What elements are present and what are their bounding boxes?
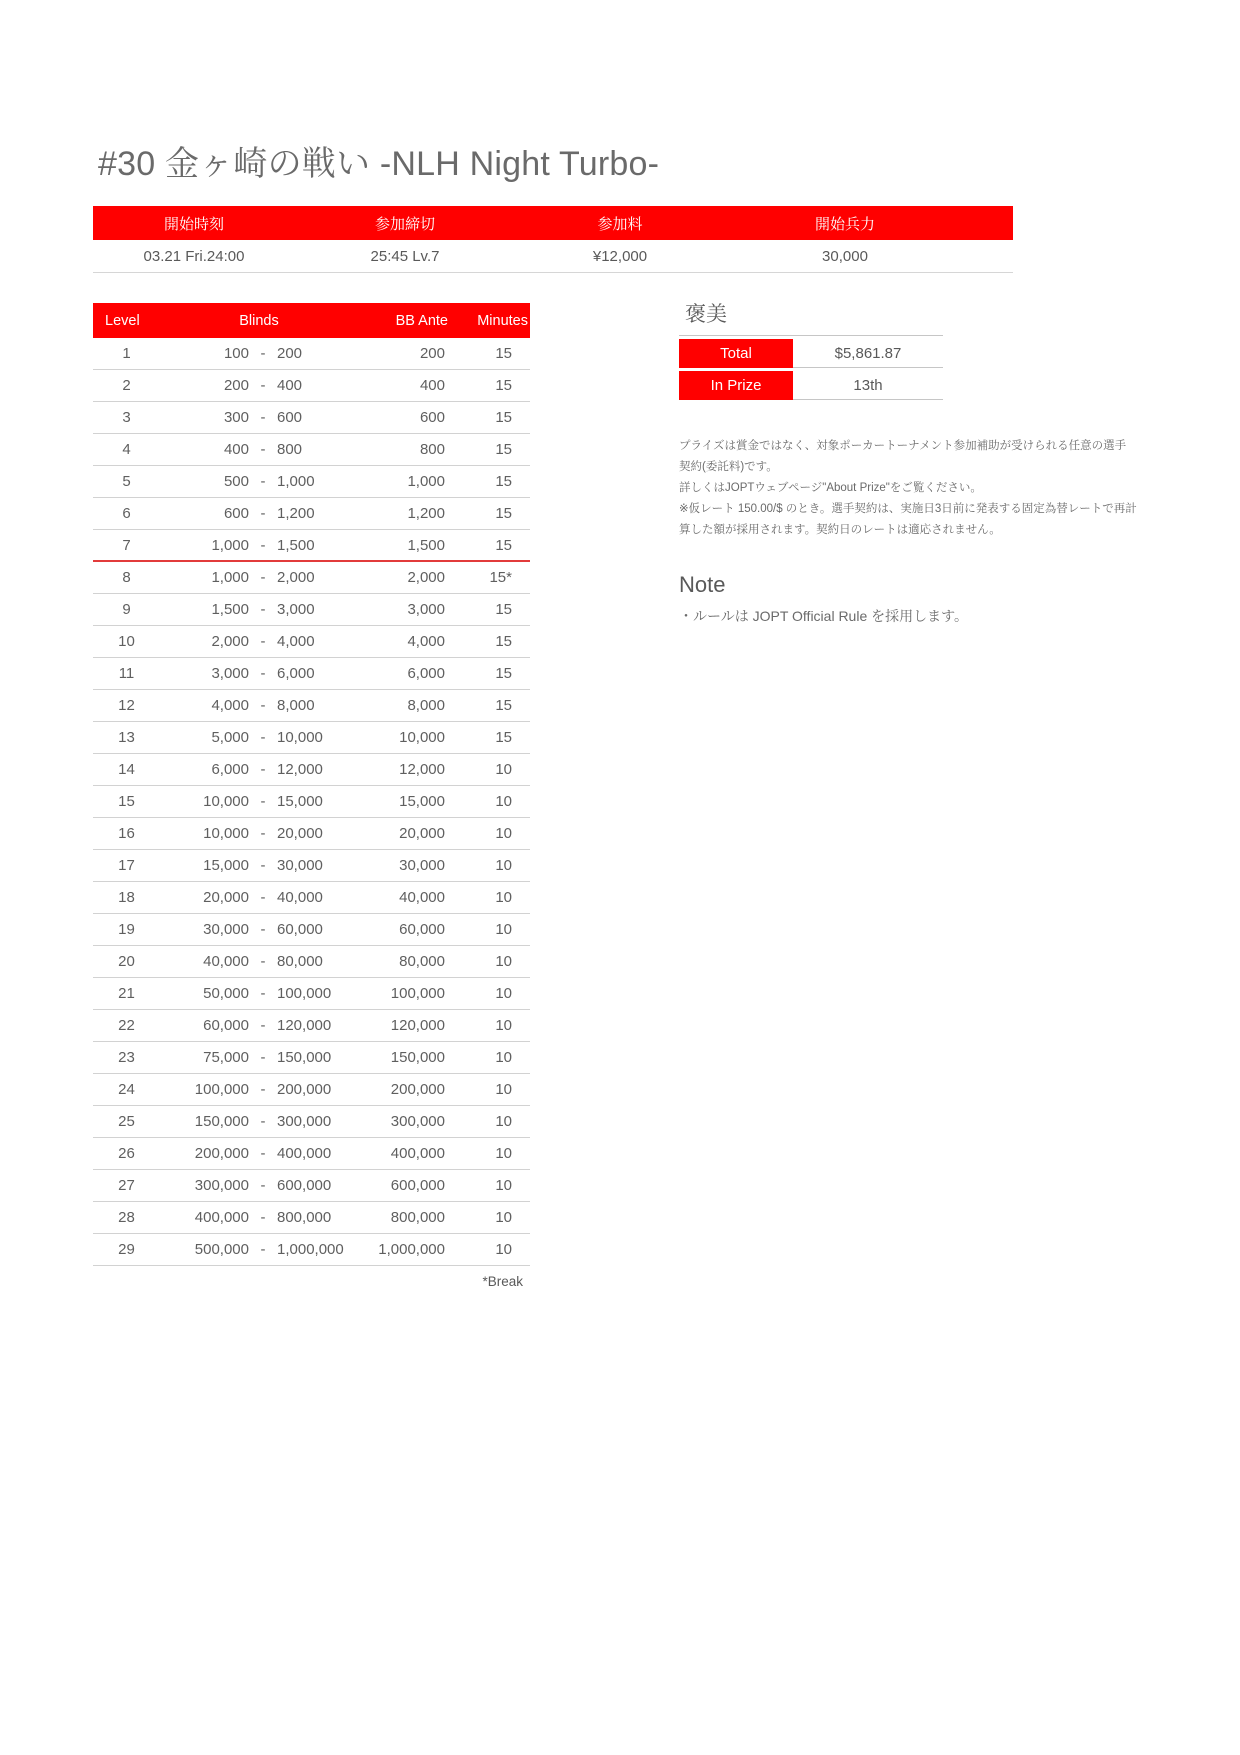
blinds-cell <box>160 825 358 842</box>
bb-ante-cell: 800 <box>419 441 445 458</box>
level-cell: 13 <box>118 729 135 746</box>
info-value: 25:45 Lv.7 <box>370 247 440 265</box>
blinds-cell <box>160 473 358 490</box>
big-blind-value: 4,000 <box>277 633 315 650</box>
blinds-cell <box>160 345 358 362</box>
blinds-separator: - <box>260 761 266 778</box>
structure-table-row <box>93 1042 530 1074</box>
blinds-cell <box>160 505 358 522</box>
level-cell: 9 <box>122 601 131 618</box>
big-blind-value: 800 <box>277 441 303 458</box>
small-blind-value: 100,000 <box>194 1081 249 1098</box>
blinds-cell <box>160 633 358 650</box>
structure-table-row <box>93 498 530 530</box>
minutes-cell: 10 <box>495 825 512 842</box>
info-bar <box>93 206 1013 273</box>
blinds-cell <box>160 377 358 394</box>
blinds-cell <box>160 1049 358 1066</box>
level-cell: 14 <box>118 761 135 778</box>
blinds-separator: - <box>260 697 266 714</box>
minutes-cell: 10 <box>495 889 512 906</box>
big-blind-value: 100,000 <box>277 985 332 1002</box>
big-blind-value: 30,000 <box>277 857 323 874</box>
blinds-cell <box>160 953 358 970</box>
big-blind-value: 80,000 <box>277 953 323 970</box>
minutes-cell: 10 <box>495 1241 512 1258</box>
small-blind-value: 100 <box>223 345 249 362</box>
note-heading: Note <box>679 572 726 597</box>
info-bar-header-row <box>93 206 1013 240</box>
structure-table-row <box>93 530 530 562</box>
minutes-cell: 10 <box>495 921 512 938</box>
blinds-cell <box>160 1241 358 1258</box>
minutes-cell: 15 <box>495 441 512 458</box>
small-blind-value: 1,000 <box>211 536 249 554</box>
bb-ante-cell: 300,000 <box>390 1113 445 1130</box>
structure-table-row <box>93 818 530 850</box>
minutes-cell: 15 <box>495 505 512 522</box>
small-blind-value: 10,000 <box>203 825 249 842</box>
level-cell: 25 <box>118 1113 135 1130</box>
level-cell: 26 <box>118 1145 135 1162</box>
blinds-cell <box>160 1145 358 1162</box>
blinds-separator: - <box>260 1113 266 1130</box>
big-blind-value: 1,200 <box>277 505 315 522</box>
prize-row-value: $5,861.87 <box>793 339 943 368</box>
bb-ante-cell: 800,000 <box>390 1209 445 1226</box>
info-header-label: 参加締切 <box>374 215 435 233</box>
blinds-cell <box>160 761 358 778</box>
small-blind-value: 600 <box>223 505 249 522</box>
blinds-separator: - <box>260 921 266 938</box>
bb-ante-cell: 200,000 <box>390 1081 445 1098</box>
small-blind-value: 50,000 <box>203 985 249 1002</box>
bb-ante-cell: 600 <box>419 409 445 426</box>
level-cell: 11 <box>118 665 135 682</box>
structure-table-row <box>93 914 530 946</box>
big-blind-value: 60,000 <box>277 921 323 938</box>
small-blind-value: 400 <box>223 441 249 458</box>
blinds-cell <box>160 537 358 554</box>
minutes-cell: 10 <box>495 793 512 810</box>
level-cell: 2 <box>122 377 131 394</box>
big-blind-value: 8,000 <box>277 697 315 714</box>
minutes-cell: 15 <box>495 536 512 554</box>
bb-ante-cell: 20,000 <box>399 825 445 842</box>
small-blind-value: 500,000 <box>194 1241 249 1258</box>
disclaimer-line: プライズは賞金ではなく、対象ポーカートーナメント参加補助が受けられる任意の選手契約(委託料)です。 <box>679 440 1127 473</box>
level-cell: 3 <box>122 409 131 426</box>
big-blind-value: 10,000 <box>277 729 323 746</box>
structure-table-row <box>93 1074 530 1106</box>
blinds-separator: - <box>260 505 266 522</box>
structure-table-row <box>93 882 530 914</box>
blinds-separator: - <box>260 377 266 394</box>
break-note: *Break <box>482 1274 523 1289</box>
small-blind-value: 150,000 <box>194 1113 249 1130</box>
blinds-separator: - <box>260 536 266 554</box>
blinds-cell <box>160 793 358 810</box>
blinds-separator: - <box>260 825 266 842</box>
big-blind-value: 1,000,000 <box>277 1241 344 1258</box>
blinds-separator: - <box>260 985 266 1002</box>
info-value: ¥12,000 <box>592 247 648 265</box>
bb-ante-cell: 100,000 <box>390 985 445 1002</box>
blinds-separator: - <box>260 793 266 810</box>
level-cell: 27 <box>118 1177 135 1194</box>
blinds-separator: - <box>260 1081 266 1098</box>
bb-ante-cell: 1,000 <box>407 473 445 490</box>
blinds-cell <box>160 1209 358 1226</box>
column-header-blinds: Blinds <box>239 312 279 329</box>
blinds-separator: - <box>260 569 266 586</box>
minutes-cell: 10 <box>495 1177 512 1194</box>
small-blind-value: 200 <box>223 377 249 394</box>
bb-ante-cell: 2,000 <box>407 569 445 586</box>
small-blind-value: 4,000 <box>211 697 249 714</box>
small-blind-value: 30,000 <box>203 921 249 938</box>
structure-table-row <box>93 1234 530 1266</box>
level-cell: 22 <box>118 1017 135 1034</box>
blinds-separator: - <box>260 1017 266 1034</box>
level-cell: 28 <box>118 1209 135 1226</box>
minutes-cell: 10 <box>495 1209 512 1226</box>
structure-table-row <box>93 1170 530 1202</box>
blinds-cell <box>160 1177 358 1194</box>
minutes-cell: 10 <box>495 1049 512 1066</box>
bb-ante-cell: 15,000 <box>399 793 445 810</box>
bb-ante-cell: 150,000 <box>390 1049 445 1066</box>
level-cell: 21 <box>118 985 135 1002</box>
structure-table-row <box>93 1106 530 1138</box>
small-blind-value: 40,000 <box>203 953 249 970</box>
bb-ante-cell: 8,000 <box>407 697 445 714</box>
small-blind-value: 200,000 <box>194 1145 249 1162</box>
structure-table-header <box>93 303 530 338</box>
prize-row-label: In Prize <box>679 371 793 400</box>
minutes-cell: 15 <box>495 409 512 426</box>
minutes-cell: 15 <box>495 377 512 394</box>
blinds-cell <box>160 1017 358 1034</box>
bb-ante-cell: 10,000 <box>399 729 445 746</box>
big-blind-value: 120,000 <box>277 1017 332 1034</box>
structure-table-row <box>93 402 530 434</box>
blinds-separator: - <box>260 633 266 650</box>
level-cell: 1 <box>122 345 131 362</box>
blinds-separator: - <box>260 665 266 682</box>
blinds-cell <box>160 921 358 938</box>
small-blind-value: 400,000 <box>194 1209 249 1226</box>
structure-table-row <box>93 626 530 658</box>
big-blind-value: 600,000 <box>277 1177 332 1194</box>
blinds-separator: - <box>260 1177 266 1194</box>
minutes-cell: 15 <box>495 697 512 714</box>
bb-ante-cell: 400,000 <box>390 1145 445 1162</box>
big-blind-value: 800,000 <box>277 1209 332 1226</box>
bb-ante-cell: 1,000,000 <box>378 1241 445 1258</box>
blinds-cell <box>160 1113 358 1130</box>
minutes-cell: 15 <box>495 345 512 362</box>
blinds-separator: - <box>260 1241 266 1258</box>
info-header-label: 開始時刻 <box>163 215 224 233</box>
structure-table-row <box>93 562 530 594</box>
structure-table-row <box>93 594 530 626</box>
small-blind-value: 300 <box>223 409 249 426</box>
minutes-cell: 10 <box>495 985 512 1002</box>
blind-structure-table <box>93 303 530 1289</box>
note-item: ・ルールは JOPT Official Rule を採用します。 <box>679 608 969 624</box>
prize-row-label: Total <box>679 339 793 368</box>
big-blind-value: 400,000 <box>277 1145 332 1162</box>
structure-table-row <box>93 690 530 722</box>
big-blind-value: 300,000 <box>277 1113 332 1130</box>
info-value: 30,000 <box>822 247 868 265</box>
bb-ante-cell: 1,200 <box>407 505 445 522</box>
blinds-separator: - <box>260 473 266 490</box>
level-cell: 10 <box>118 633 135 650</box>
column-header-minutes: Minutes <box>477 312 528 329</box>
prize-row <box>679 371 943 400</box>
level-cell: 7 <box>122 536 131 554</box>
minutes-cell: 15 <box>495 473 512 490</box>
blinds-cell <box>160 985 358 1002</box>
minutes-cell: 10 <box>495 1113 512 1130</box>
page-title: #30 金ヶ崎の戦い -NLH Night Turbo- <box>98 145 660 183</box>
small-blind-value: 75,000 <box>203 1049 249 1066</box>
big-blind-value: 200 <box>277 345 303 362</box>
bb-ante-cell: 4,000 <box>407 633 445 650</box>
small-blind-value: 1,500 <box>211 601 249 618</box>
prize-table <box>679 335 943 400</box>
blinds-separator: - <box>260 441 266 458</box>
small-blind-value: 20,000 <box>203 889 249 906</box>
blinds-separator: - <box>260 1209 266 1226</box>
level-cell: 4 <box>122 441 131 458</box>
minutes-cell: 15* <box>489 569 512 586</box>
level-cell: 5 <box>122 473 131 490</box>
small-blind-value: 1,000 <box>211 569 249 586</box>
structure-table-row <box>93 722 530 754</box>
level-cell: 16 <box>118 825 135 842</box>
small-blind-value: 15,000 <box>203 857 249 874</box>
blinds-cell <box>160 441 358 458</box>
info-bar-value-row <box>93 240 1013 273</box>
blinds-separator: - <box>260 857 266 874</box>
minutes-cell: 10 <box>495 1145 512 1162</box>
structure-table-row <box>93 946 530 978</box>
big-blind-value: 400 <box>277 377 303 394</box>
bb-ante-cell: 200 <box>419 345 445 362</box>
big-blind-value: 12,000 <box>277 761 323 778</box>
minutes-cell: 10 <box>495 1081 512 1098</box>
big-blind-value: 150,000 <box>277 1049 332 1066</box>
blinds-cell <box>160 857 358 874</box>
level-cell: 18 <box>118 889 135 906</box>
column-header-bb-ante: BB Ante <box>395 312 448 329</box>
small-blind-value: 60,000 <box>203 1017 249 1034</box>
level-cell: 29 <box>118 1241 135 1258</box>
minutes-cell: 10 <box>495 953 512 970</box>
minutes-cell: 15 <box>495 601 512 618</box>
bb-ante-cell: 80,000 <box>399 953 445 970</box>
minutes-cell: 10 <box>495 857 512 874</box>
bb-ante-cell: 400 <box>419 377 445 394</box>
structure-table-row <box>93 338 530 370</box>
prize-disclaimer <box>679 436 1137 541</box>
structure-table-row <box>93 1010 530 1042</box>
blinds-separator: - <box>260 953 266 970</box>
big-blind-value: 2,000 <box>277 569 315 586</box>
bb-ante-cell: 6,000 <box>407 665 445 682</box>
bb-ante-cell: 40,000 <box>399 889 445 906</box>
small-blind-value: 300,000 <box>194 1177 249 1194</box>
bb-ante-cell: 120,000 <box>390 1017 445 1034</box>
blinds-separator: - <box>260 729 266 746</box>
big-blind-value: 40,000 <box>277 889 323 906</box>
blinds-separator: - <box>260 1049 266 1066</box>
structure-table-row <box>93 370 530 402</box>
info-header-label: 参加料 <box>597 215 643 233</box>
structure-table-row <box>93 1202 530 1234</box>
structure-table-row <box>93 786 530 818</box>
note-list <box>679 605 1137 627</box>
structure-table-row <box>93 658 530 690</box>
minutes-cell: 15 <box>495 729 512 746</box>
structure-table-row <box>93 466 530 498</box>
blinds-separator: - <box>260 409 266 426</box>
structure-table-row <box>93 1138 530 1170</box>
blinds-cell <box>160 409 358 426</box>
prize-heading: 褒美 <box>685 303 727 326</box>
blinds-cell <box>160 601 358 618</box>
small-blind-value: 10,000 <box>203 793 249 810</box>
small-blind-value: 6,000 <box>211 761 249 778</box>
bb-ante-cell: 12,000 <box>399 761 445 778</box>
small-blind-value: 5,000 <box>211 729 249 746</box>
bb-ante-cell: 600,000 <box>390 1177 445 1194</box>
small-blind-value: 3,000 <box>211 665 249 682</box>
blinds-cell <box>160 569 358 586</box>
blinds-cell <box>160 889 358 906</box>
structure-table-row <box>93 850 530 882</box>
big-blind-value: 1,500 <box>277 536 315 554</box>
big-blind-value: 15,000 <box>277 793 323 810</box>
blinds-cell <box>160 729 358 746</box>
structure-table-row <box>93 754 530 786</box>
level-cell: 23 <box>118 1049 135 1066</box>
big-blind-value: 3,000 <box>277 601 315 618</box>
blinds-separator: - <box>260 1145 266 1162</box>
blinds-separator: - <box>260 889 266 906</box>
level-cell: 20 <box>118 953 135 970</box>
big-blind-value: 20,000 <box>277 825 323 842</box>
level-cell: 24 <box>118 1081 135 1098</box>
level-cell: 12 <box>118 697 135 714</box>
structure-table-body <box>93 338 530 1266</box>
side-panel <box>679 298 1137 627</box>
prize-row-value: 13th <box>793 371 943 400</box>
structure-table-row <box>93 978 530 1010</box>
small-blind-value: 500 <box>223 473 249 490</box>
info-value: 03.21 Fri.24:00 <box>143 247 245 265</box>
prize-row <box>679 339 943 368</box>
column-header-level: Level <box>105 312 140 329</box>
info-header-label: 開始兵力 <box>814 215 875 233</box>
blinds-cell <box>160 697 358 714</box>
level-cell: 8 <box>122 569 131 586</box>
disclaimer-line: 詳しくはJOPTウェブページ"About Prize"をご覧ください。 <box>679 482 982 494</box>
blinds-separator: - <box>260 345 266 362</box>
structure-table-row <box>93 434 530 466</box>
bb-ante-cell: 30,000 <box>399 857 445 874</box>
big-blind-value: 600 <box>277 409 303 426</box>
bb-ante-cell: 60,000 <box>399 921 445 938</box>
blinds-separator: - <box>260 601 266 618</box>
level-cell: 6 <box>122 505 131 522</box>
bb-ante-cell: 3,000 <box>407 601 445 618</box>
level-cell: 15 <box>118 793 135 810</box>
big-blind-value: 1,000 <box>277 473 315 490</box>
big-blind-value: 200,000 <box>277 1081 332 1098</box>
level-cell: 17 <box>118 857 135 874</box>
minutes-cell: 10 <box>495 1017 512 1034</box>
disclaimer-line: ※仮レート 150.00/$ のとき。選手契約は、実施日3日前に発表する固定為替レートで再計算した額が採用されます。契約日のレートは適応されません。 <box>679 503 1137 536</box>
minutes-cell: 10 <box>495 761 512 778</box>
minutes-cell: 15 <box>495 665 512 682</box>
blinds-cell <box>160 665 358 682</box>
small-blind-value: 2,000 <box>211 633 249 650</box>
blinds-cell <box>160 1081 358 1098</box>
bb-ante-cell: 1,500 <box>407 536 445 554</box>
big-blind-value: 6,000 <box>277 665 315 682</box>
level-cell: 19 <box>118 921 135 938</box>
minutes-cell: 15 <box>495 633 512 650</box>
